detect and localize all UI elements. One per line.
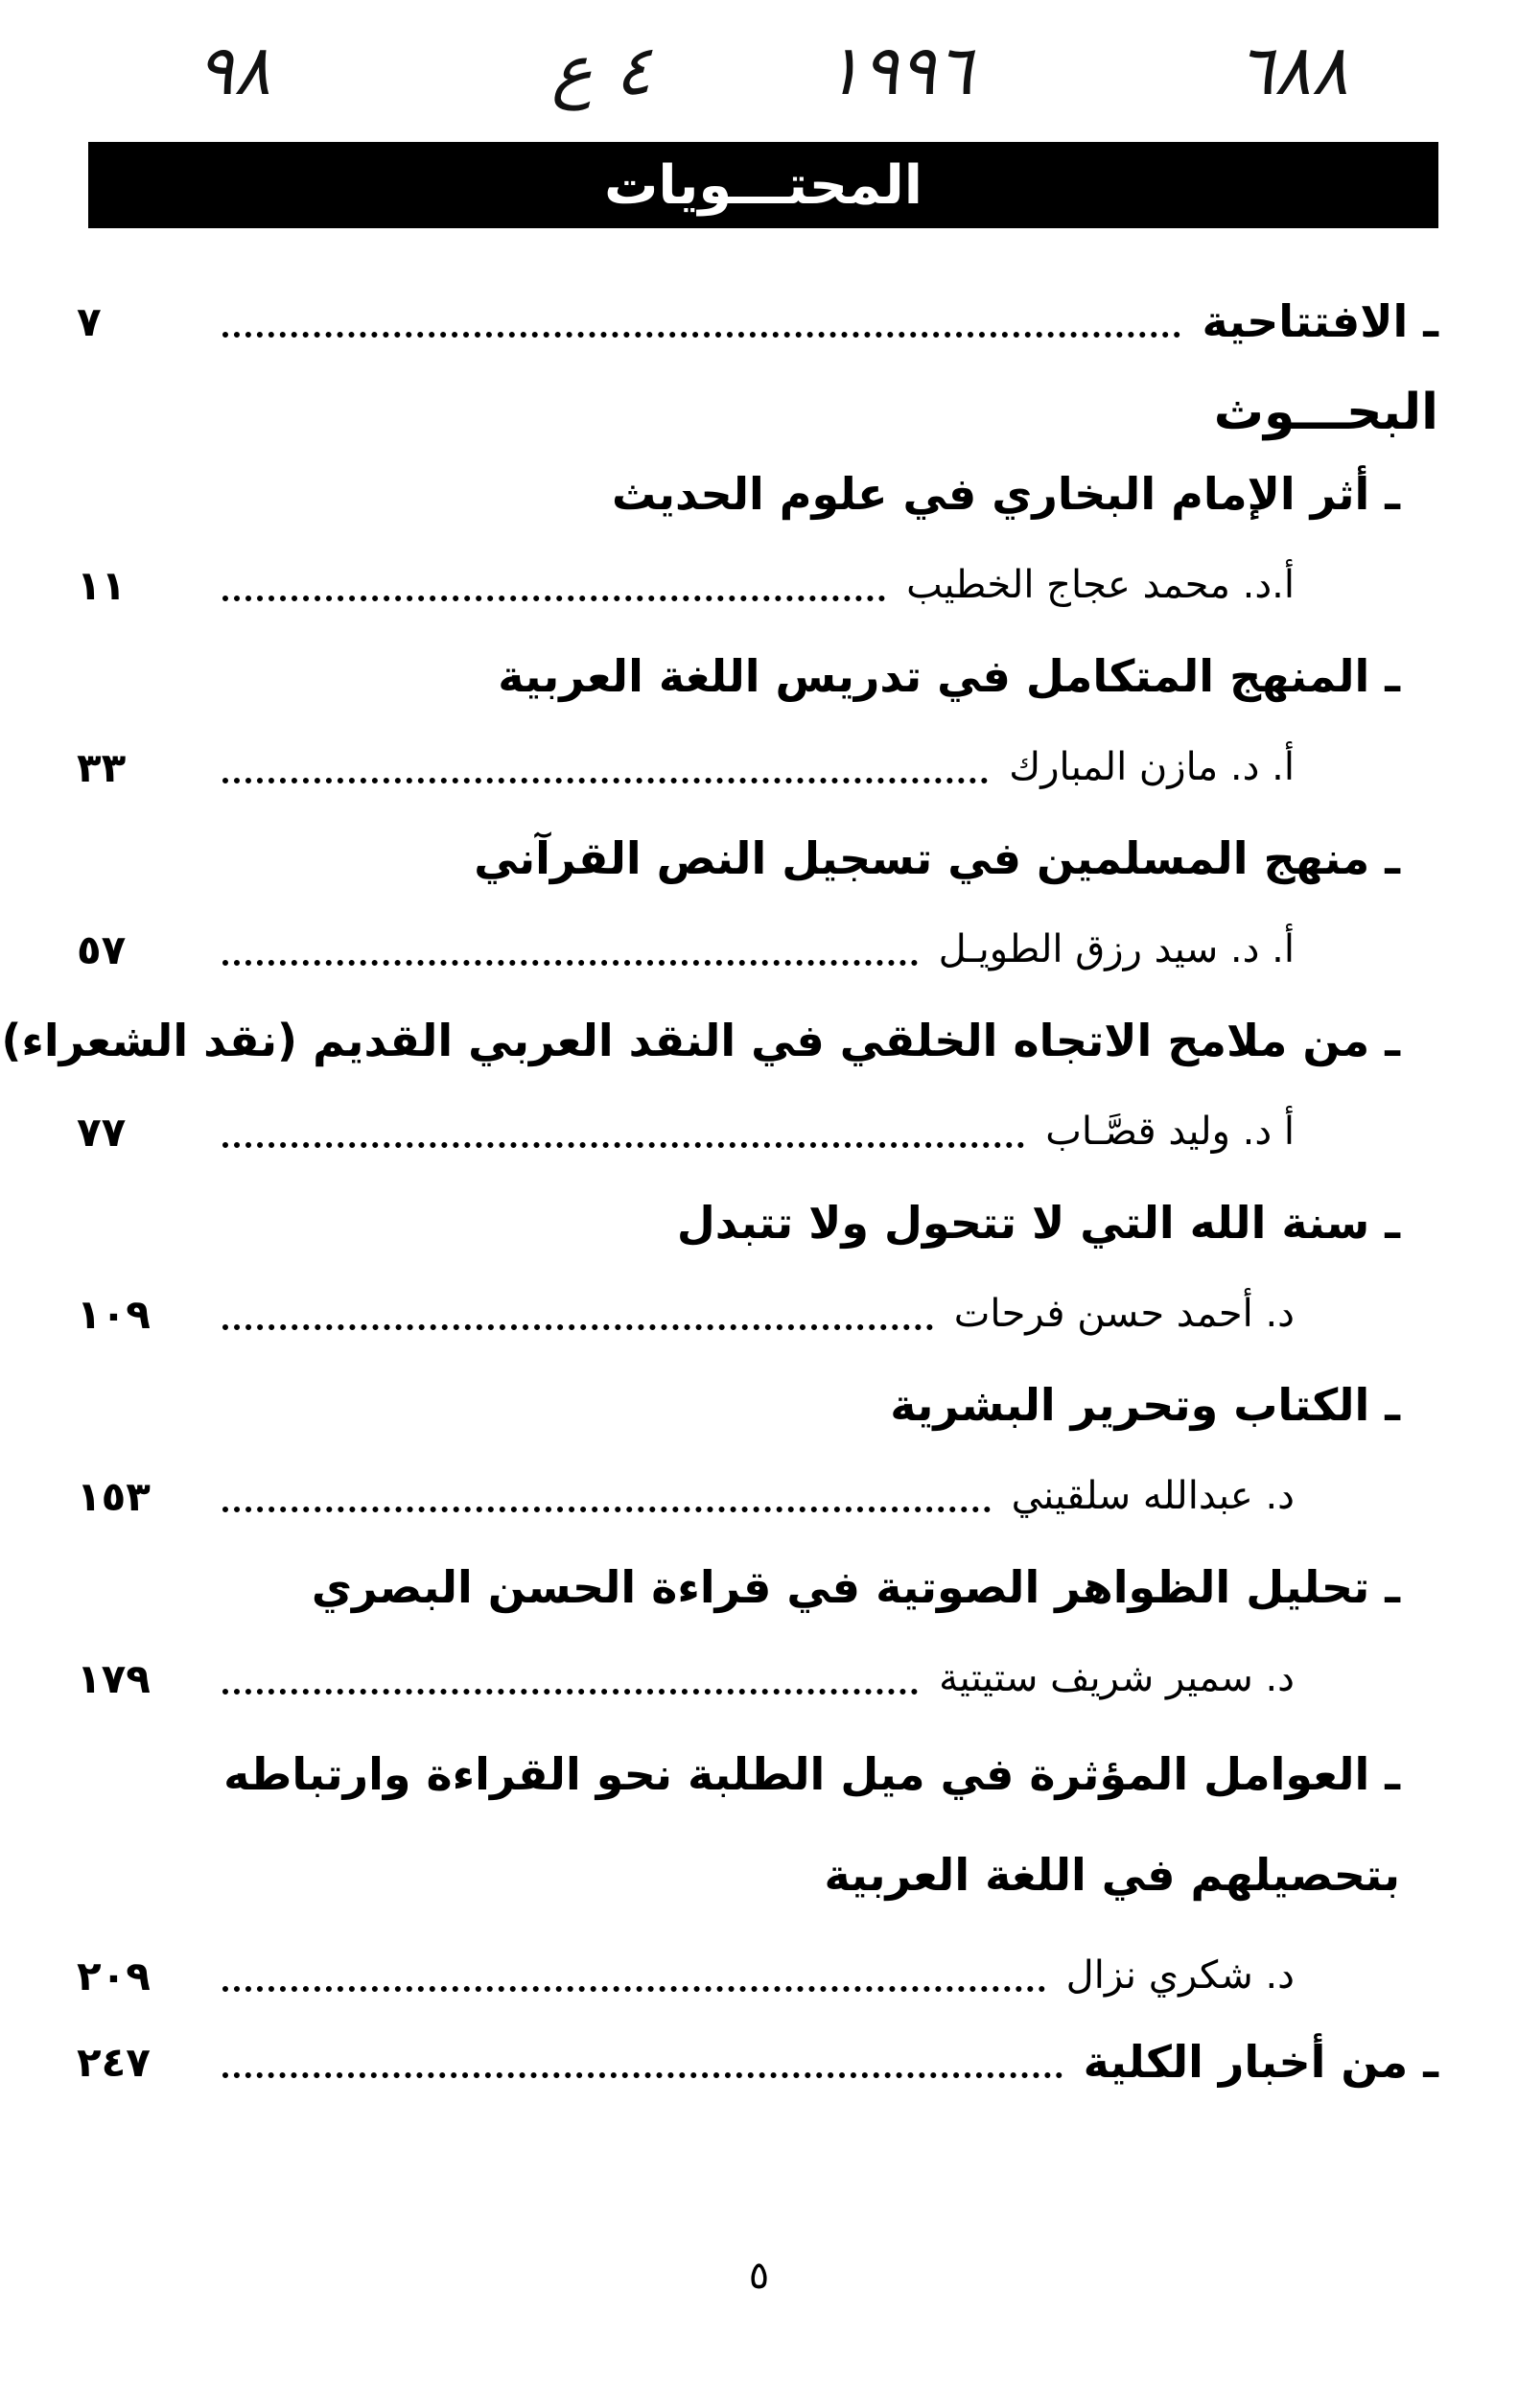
page-ref: ١٠٩ [77,1290,151,1338]
author-entry [77,1937,1438,2014]
handwritten-note-2: ٤ ع [551,30,652,110]
page-ref: ٢٤٧ [77,2038,151,2086]
entry-title: ـ من أخبار الكلية [1083,2036,1438,2088]
author-entry [77,911,1438,988]
handwritten-note-4: ٦٨٨ [1237,30,1349,110]
article-title: بتحصيلهم في اللغة العربية [824,1849,1400,1901]
dot-leader [222,1142,1024,1148]
author-name: د. شكري نزال [1065,1953,1295,1998]
toc-entry [77,283,1438,360]
dot-leader [222,2072,1063,2078]
author-entry [77,1458,1438,1534]
page-number: ٥ [748,2254,770,2298]
article-title: ـ تحليل الظواهر الصوتية في قراءة الحسن البصري [311,1561,1400,1613]
contents-banner [88,142,1438,228]
dot-leader [222,960,918,966]
dot-leader [222,1324,933,1330]
dot-leader [222,332,1180,338]
page-ref: ١١ [77,561,127,609]
dot-leader [222,778,988,783]
author-entry [77,729,1438,806]
page-ref: ٢٠٩ [77,1952,151,1999]
author-name: أ. د. مازن المبارك [1009,745,1295,789]
handwritten-note-3: ١٩٩٦ [825,30,973,110]
page-ref: ١٧٩ [77,1654,151,1702]
author-entry [77,1275,1438,1352]
author-name: أ.د. محمد عجاج الخطيب [906,563,1295,607]
author-entry [77,1093,1438,1170]
page-title: المحتـــويات [604,153,922,217]
article-title: ـ منهج المسلمين في تسجيل النص القرآني [474,832,1400,884]
page-ref: ٧ [77,297,102,345]
section-heading: البحـــوث [1213,384,1438,441]
page-ref: ١٥٣ [77,1472,151,1520]
page-ref: ٥٧ [77,925,127,973]
dot-leader [222,1689,918,1695]
author-entry [77,1640,1438,1717]
author-name: د. عبدالله سلقيني [1011,1474,1295,1518]
dot-leader [222,1986,1045,1992]
entry-title: ـ الافتتاحية [1202,295,1438,347]
article-title: ـ سنة الله التي لا تتحول ولا تتبدل [676,1197,1400,1249]
article-title: ـ الكتاب وتحرير البشرية [890,1379,1400,1431]
page-ref: ٣٣ [77,743,127,791]
author-name: أ د. وليد قصَّـاب [1045,1110,1295,1154]
handwritten-note-1: ٩٨ [197,30,271,110]
article-title: ـ العوامل المؤثرة في ميل الطلبة نحو القراءة وارتباطه [223,1748,1400,1800]
author-name: د. أحمد حسن فرحات [953,1292,1295,1336]
dot-leader [222,596,885,601]
article-title: ـ المنهج المتكامل في تدريس اللغة العربية [498,650,1400,702]
article-title: ـ أثر الإمام البخاري في علوم الحديث [612,468,1400,520]
author-entry [77,547,1438,623]
toc-entry [77,2023,1438,2100]
author-name: أ. د. سيد رزق الطويـل [938,927,1295,971]
dot-leader [222,1507,991,1512]
author-name: د. سمير شريف ستيتية [939,1656,1295,1700]
page-ref: ٧٧ [77,1108,127,1156]
article-title: ـ من ملامح الاتجاه الخلقي في النقد العربي القديم (نقد الشعراء) [1,1015,1400,1066]
